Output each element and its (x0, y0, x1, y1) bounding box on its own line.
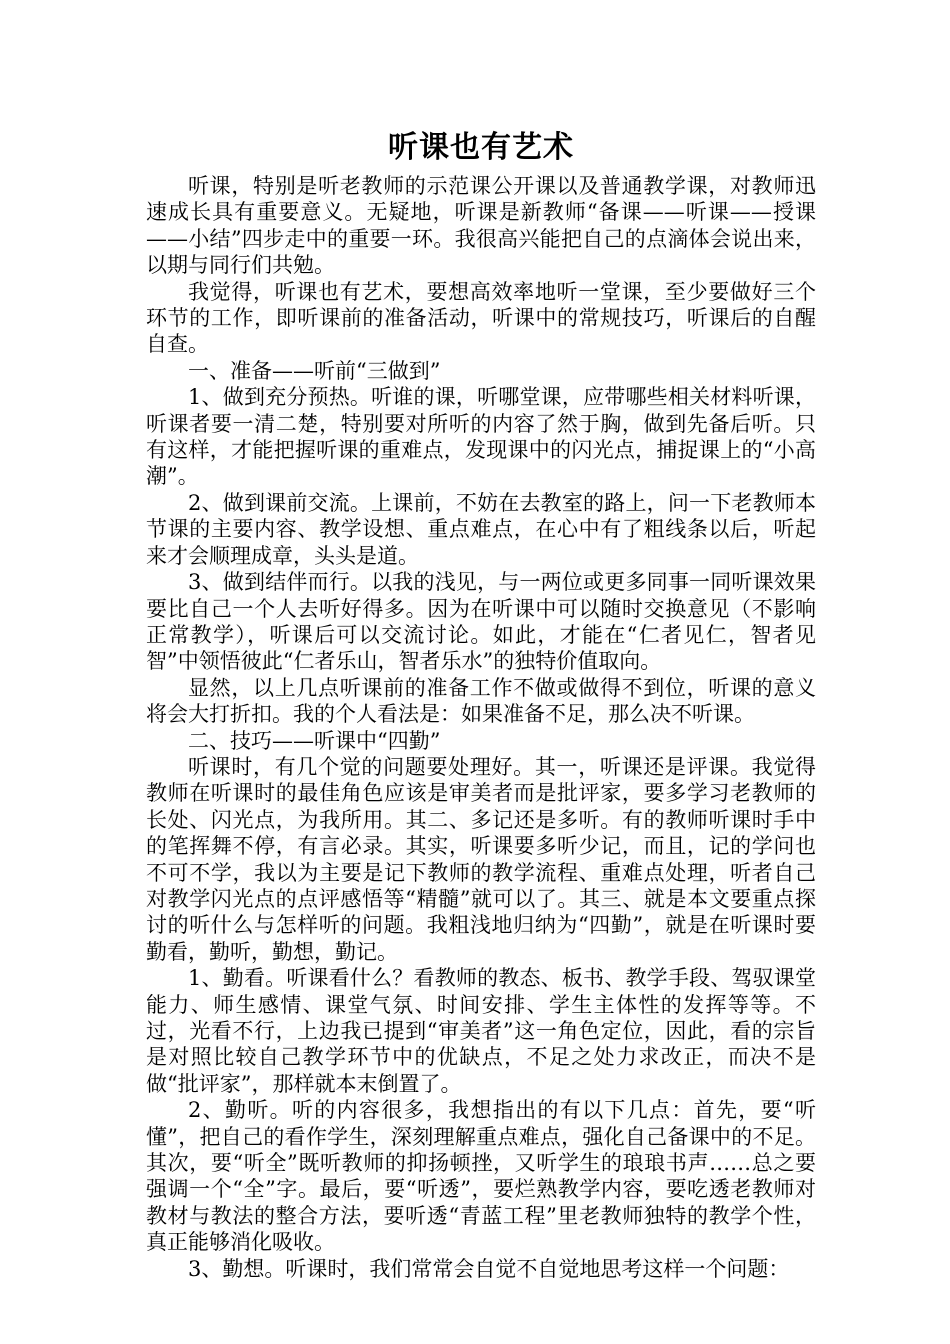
technique-point-3: 3、勤想。听课时，我们常常会自觉不自觉地思考这样一个问题： (188, 1256, 790, 1281)
section-heading-preparation: 一、准备——听前“三做到” (188, 358, 441, 383)
technique-point-2: 2、勤听。听的内容很多，我想指出的有以下几点：首先，要“听懂”，把自己的看作学生，深刻理解重点难点，强化自己备课中的不足。其次，要“听全”既听教师的抑扬顿挫，又听学生的琅琅书声……总之要强调一个“全”字。最后，要“听透”，要烂熟教学内容，要吃透老教师对教材与教法的整合方法，要听透“青蓝工程”里老教师独特的教学个性，真正能够消化吸收。 (146, 1098, 816, 1255)
preparation-point-3: 3、做到结伴而行。以我的浅见，与一两位或更多同事一同听课效果要比自己一个人去听好得多。因为在听课中可以随时交换意见（不影响正常教学），听课后可以交流讨论。如此，才能在“仁者见仁，智者见智”中领悟彼此“仁者乐山，智者乐水”的独特价值取向。 (146, 570, 816, 674)
document-body (146, 125, 816, 1282)
intro-paragraph: 听课，特别是听老教师的示范课公开课以及普通教学课，对教师迅速成长具有重要意义。无疑地，听课是新教师“备课——听课——授课——小结”四步走中的重要一环。我很高兴能把自己的点滴体会说出来，以期与同行们共勉。 (146, 174, 816, 278)
preparation-summary: 显然，以上几点听课前的准备工作不做或做得不到位，听课的意义将会大打折扣。我的个人看法是：如果准备不足，那么决不听课。 (146, 675, 816, 727)
technique-point-1: 1、勤看。听课看什么？看教师的教态、板书、教学手段、驾驭课堂能力、师生感情、课堂气氛、时间安排、学生主体性的发挥等等。不过，光看不行，上边我已提到“审美者”这一角色定位，因此，看的宗旨是对照比较自己教学环节中的优缺点，不足之处力求改正，而决不是做“批评家”，那样就本末倒置了。 (146, 966, 816, 1096)
overview-paragraph: 我觉得，听课也有艺术，要想高效率地听一堂课，至少要做好三个环节的工作，即听课前的准备活动，听课中的常规技巧，听课后的自醒自查。 (146, 279, 816, 357)
techniques-paragraph: 听课时，有几个觉的问题要处理好。其一，听课还是评课。我觉得教师在听课时的最佳角色应该是审美者而是批评家，要多学习老教师的长处、闪光点，为我所用。其二、多记还是多听。有的教师听课时手中的笔挥舞不停，有言必录。其实，听课要多听少记，而且，记的学问也不可不学，我以为主要是记下教师的教学流程、重难点处理，听者自己对教学闪光点的点评感悟等“精髓”就可以了。其三、就是本文要重点探讨的听什么与怎样听的问题。我粗浅地归纳为“四勤”，就是在听课时要勤看，勤听，勤想，勤记。 (146, 754, 816, 964)
section-heading-techniques: 二、技巧——听课中“四勤” (188, 728, 441, 753)
document-title: 听课也有艺术 (388, 130, 574, 165)
preparation-point-2: 2、做到课前交流。上课前，不妨在去教室的路上，问一下老教师本节课的主要内容、教学设想、重点难点，在心中有了粗线条以后，听起来才会顺理成章，头头是道。 (146, 490, 816, 568)
preparation-point-1: 1、做到充分预热。听谁的课，听哪堂课，应带哪些相关材料听课，听课者要一清二楚，特别要对所听的内容了然于胸，做到先备后听。只有这样，才能把握听课的重难点，发现课中的闪光点，捕捉课上的“小高潮”。 (146, 385, 816, 489)
